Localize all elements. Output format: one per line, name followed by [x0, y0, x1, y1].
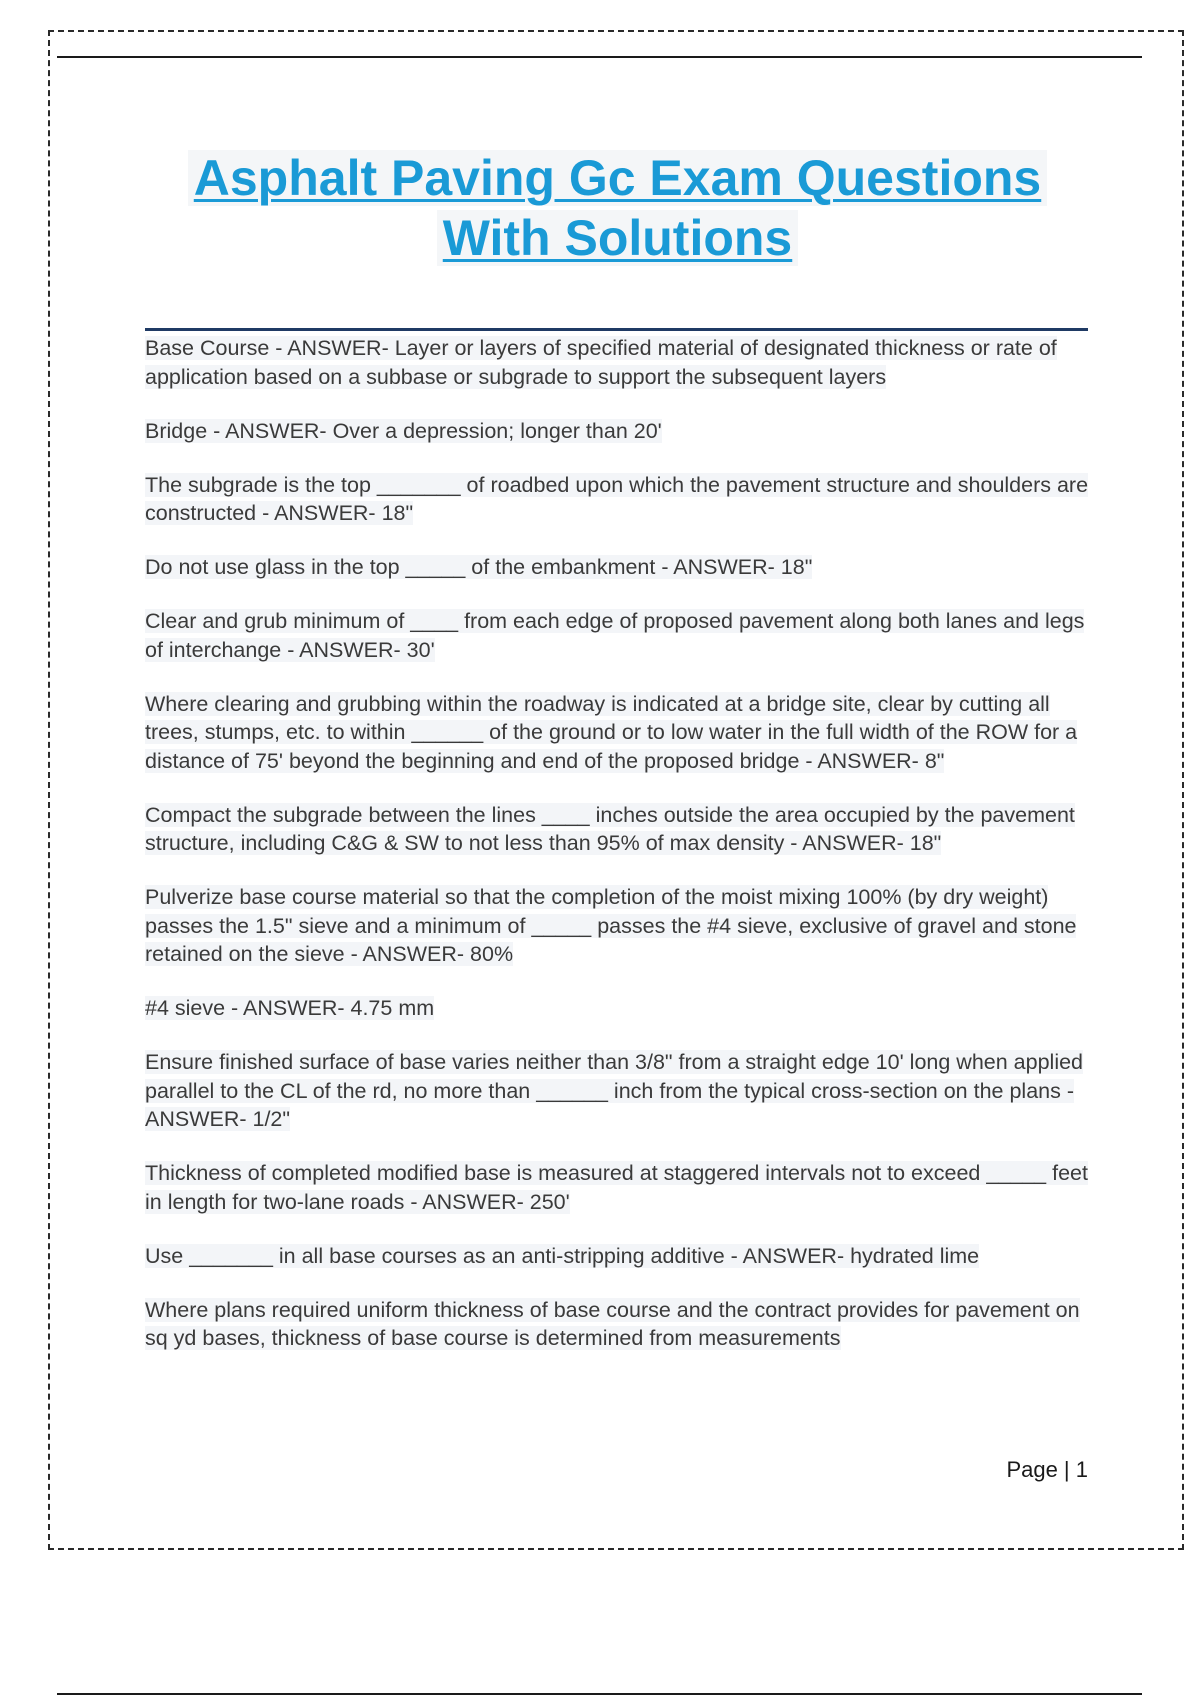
qa-entry-base-course: Base Course - ANSWER- Layer or layers of specified material of designated thickness or rate of application based on a subbase or subgrade to support the subsequent layers — [145, 336, 1057, 389]
page-number: Page | 1 — [1006, 1457, 1088, 1482]
qa-entry-number-4-sieve: #4 sieve - ANSWER- 4.75 mm — [145, 996, 435, 1020]
qa-list — [145, 334, 1095, 1378]
title-divider — [145, 328, 1088, 331]
qa-entry-base-thickness: Thickness of completed modified base is measured at staggered intervals not to exceed _____ feet in length for two-lane roads - ANSWER- 250' — [145, 1161, 1088, 1214]
qa-entry-compact-subgrade: Compact the subgrade between the lines ____ inches outside the area occupied by the pavement structure, including C&G & SW to not less than 95% of max density - ANSWER- 18" — [145, 802, 1075, 855]
qa-entry-uniform-thickness: Where plans required uniform thickness of base course and the contract provides for pavement on sq yd bases, thickness of base course is determined from measurements — [145, 1297, 1080, 1350]
qa-entry-pulverize-base: Pulverize base course material so that the completion of the moist mixing 100% (by dry weight) passes the 1.5" sieve and a minimum of _____ passes the #4 sieve, exclusive of gravel and stone retained on the sieve - ANSWER- 80% — [145, 885, 1077, 966]
qa-entry-clear-and-grub: Clear and grub minimum of ____ from each edge of proposed pavement along both lanes and legs of interchange - ANSWER- 30' — [145, 609, 1085, 662]
qa-entry-bridge-site-clearing: Where clearing and grubbing within the roadway is indicated at a bridge site, clear by cutting all trees, stumps, etc. to within ______ of the ground or to low water in the full width of the ROW for a distance of 75' beyond the beginning and end of the proposed bridge - ANSWER- 8" — [145, 691, 1078, 773]
qa-entry-anti-stripping: Use _______ in all base courses as an anti-stripping additive - ANSWER- hydrated lime — [145, 1243, 980, 1268]
qa-entry-bridge: Bridge - ANSWER- Over a depression; longer than 20' — [145, 418, 662, 443]
header-rule — [57, 56, 1142, 58]
document-title — [100, 148, 1135, 268]
title-line-1: Asphalt Paving Gc Exam Questions — [100, 148, 1135, 208]
qa-entry-subgrade: The subgrade is the top _______ of roadbed upon which the pavement structure and shoulders are constructed - ANSWER- 18" — [145, 472, 1089, 525]
title-line-2: With Solutions — [100, 208, 1135, 268]
qa-entry-finished-surface: Ensure finished surface of base varies neither than 3/8" from a straight edge 10' long when applied parallel to the CL of the rd, no more than ______ inch from the typical cross-section on the plans - ANSWER- 1/2" — [145, 1050, 1084, 1131]
qa-entry-glass-embankment: Do not use glass in the top _____ of the embankment - ANSWER- 18" — [145, 555, 813, 579]
next-page-rule — [57, 1693, 1142, 1695]
